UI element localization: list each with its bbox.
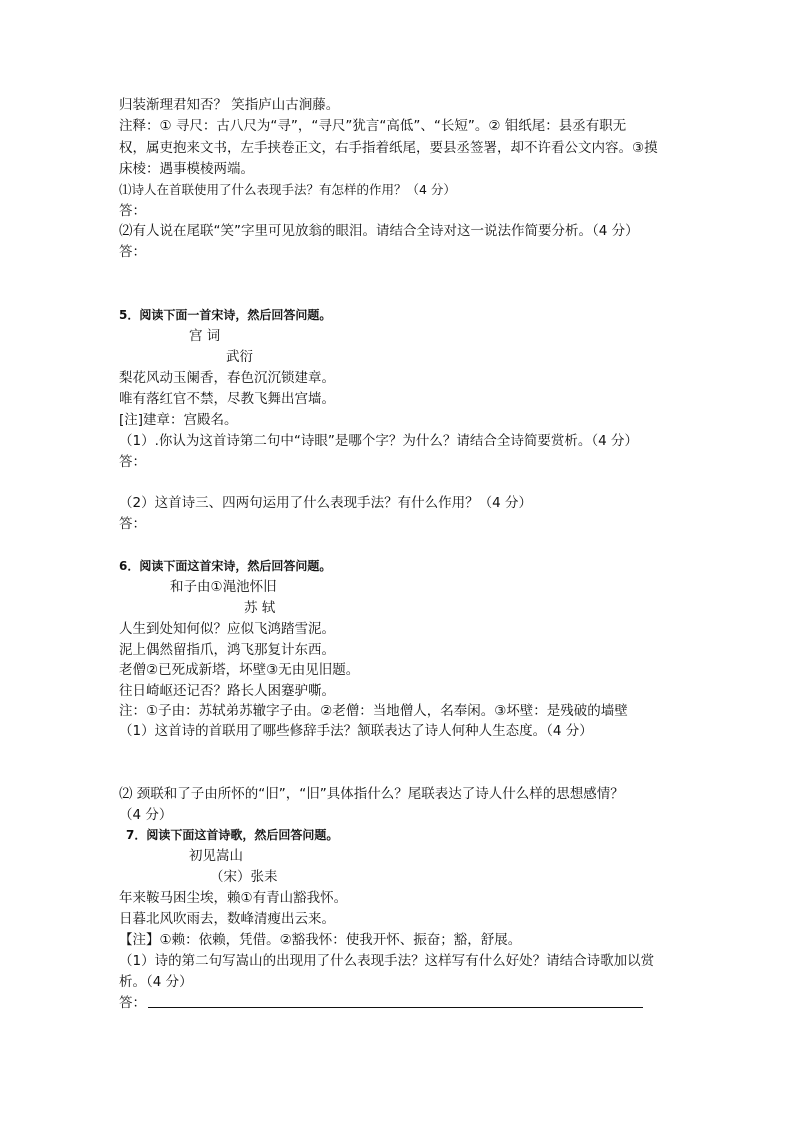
answer-label: 答：	[119, 244, 146, 260]
question-heading: 7．阅读下面这首诗歌，然后回答问题。	[126, 828, 339, 842]
poem-line: 泥上偶然留指爪，鸿飞那复计东西。	[119, 642, 335, 658]
answer-label: 答：	[119, 995, 146, 1011]
question-line: ⑴诗人在首联使用了什么表现手法？有怎样的作用？（4 分）	[119, 182, 456, 197]
poem-note: 【注】①赖：依赖，凭借。②豁我怀：使我开怀、振奋；豁，舒展。	[119, 932, 522, 948]
poem-line: 老僧②已死成新塔，坏壁③无由见旧题。	[119, 662, 360, 678]
poem-title: 和子由①渑池怀旧	[170, 579, 277, 595]
question-line: ⑵有人说在尾联“笑”字里可见放翁的眼泪。请结合全诗对这一说法作简要分析。（4 分）	[119, 223, 639, 239]
poem-author: （宋）张耒	[210, 869, 278, 885]
poem-author: 武衍	[226, 349, 253, 365]
question-heading: 5．阅读下面一首宋诗，然后回答问题。	[119, 308, 332, 322]
answer-underline[interactable]	[148, 1007, 643, 1008]
poem-title: 初见嵩山	[189, 848, 243, 864]
answer-label: 答：	[119, 203, 146, 219]
poem-line: 往日崎岖还记否？路长人困蹇驴嘶。	[119, 683, 335, 699]
answer-label: 答：	[119, 516, 146, 532]
question-line: （1）诗的第二句写嵩山的出现用了什么表现手法？这样写有什么好处？请结合诗歌加以赏	[119, 953, 655, 969]
poem-note: [注]建章：宫殿名。	[119, 412, 238, 428]
question-line: 析。（4 分）	[119, 974, 193, 990]
footnote-line: 权，属吏抱来文书，左手挟卷正文，右手指着纸尾，要县丞签署，却不许看公文内容。③摸	[119, 140, 658, 156]
poem-line: 人生到处知何似？应似飞鸿踏雪泥。	[119, 621, 335, 637]
poem-line: 梨花风动玉阑香，春色沉沉锁建章。	[119, 370, 335, 386]
footnote-line: 注释：① 寻尺：古八尺为“寻”，“寻尺”犹言“高低”、“长短”。② 钼纸尾：县丞有职无	[119, 118, 627, 134]
poem-note: 注：①子由：苏轼弟苏辙字子由。②老僧：当地僧人，名奉闲。③坏壁：是残破的墙壁	[119, 703, 628, 719]
question-heading: 6．阅读下面这首宋诗，然后回答问题。	[119, 559, 332, 573]
question-line: ⑵ 颈联和了子由所怀的“旧”，“旧”具体指什么？尾联表达了诗人什么样的思想感情？	[119, 786, 624, 802]
answer-label: 答：	[119, 454, 146, 470]
poem-line: 唯有落红官不禁，尽教飞舞出宫墙。	[119, 391, 335, 407]
footnote-line: 床棱：遇事模棱两端。	[119, 161, 254, 177]
poem-line: 年来鞍马困尘埃，赖①有青山豁我怀。	[119, 890, 348, 906]
question-line: （2）这首诗三、四两句运用了什么表现手法？有什么作用？（4 分）	[119, 495, 532, 511]
poem-line: 日暮北风吹雨去，数峰清瘦出云来。	[119, 911, 335, 927]
question-line: （1）这首诗的首联用了哪些修辞手法？颔联表达了诗人何种人生态度。（4 分）	[119, 723, 593, 739]
text-line: 归装渐理君知否？ 笑指庐山古涧藤。	[119, 97, 340, 113]
question-line: （4 分）	[119, 807, 173, 823]
poem-title: 宫 词	[189, 328, 221, 344]
poem-author: 苏 轼	[244, 600, 276, 616]
question-line: （1）.你认为这首诗第二句中“诗眼”是哪个字？为什么？请结合全诗简要赏析。（4 分）	[119, 433, 638, 449]
